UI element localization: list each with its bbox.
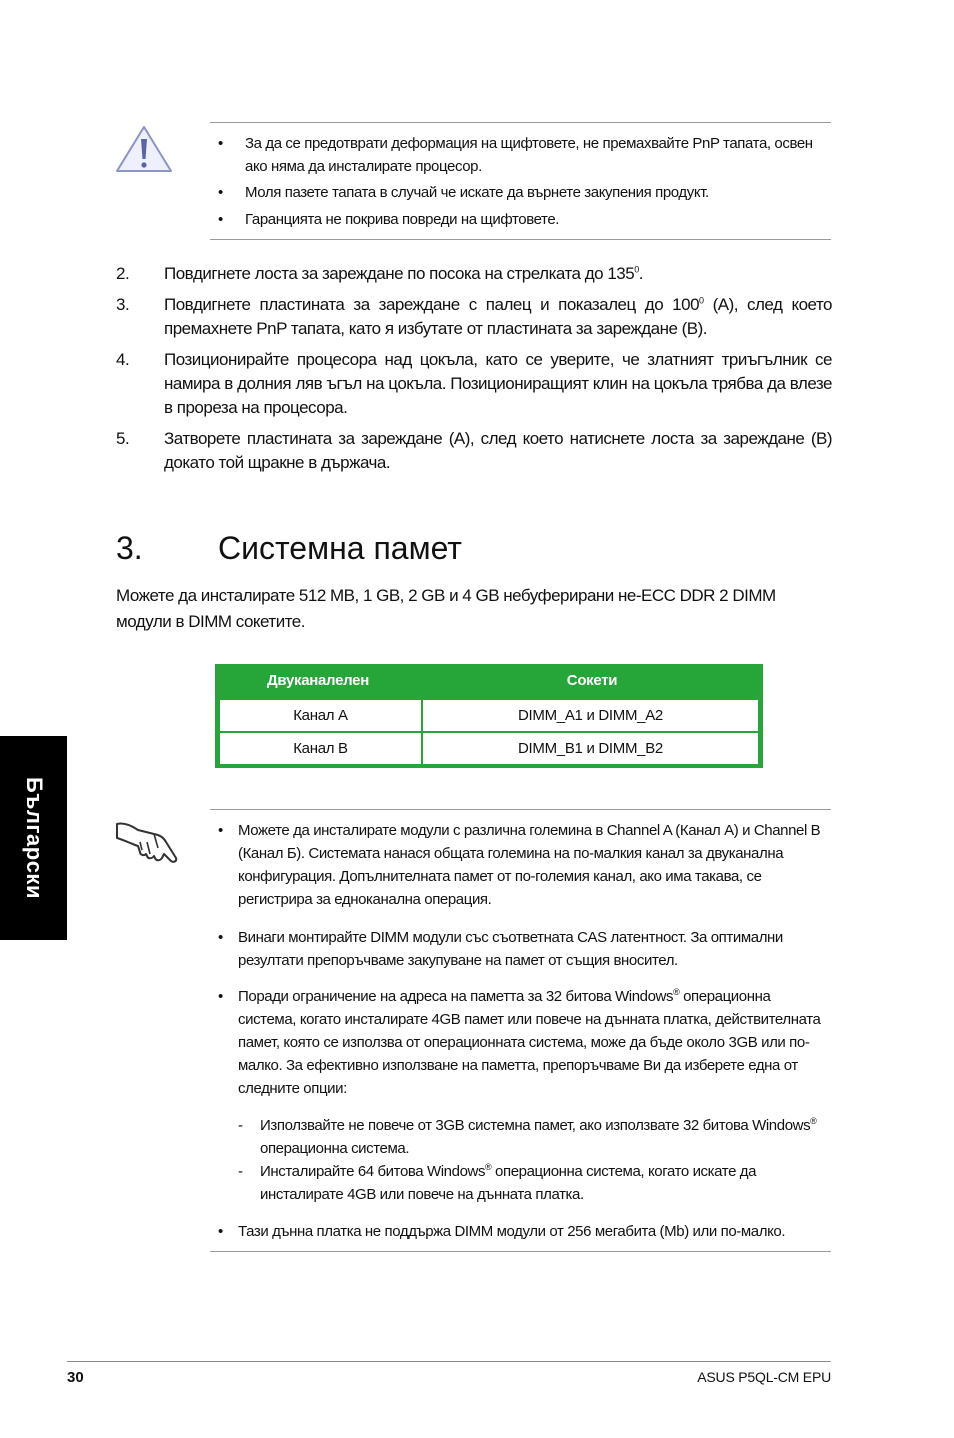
table-header: Двуканалелен — [267, 672, 369, 689]
table-header: Сокети — [566, 672, 618, 689]
warning-triangle-icon — [114, 124, 174, 174]
language-tab-label: Български — [21, 777, 47, 899]
table-cell: Канал B — [220, 733, 421, 764]
caution-text: Гаранцията не покрива повреди на щифтовете. — [245, 211, 560, 228]
footer-divider — [67, 1361, 831, 1362]
table-cell: DIMM_A1 и DIMM_A2 — [423, 700, 758, 731]
product-name: ASUS P5QL-CM EPU — [697, 1369, 831, 1385]
caution-box: • За да се предотврати деформация на щифтовете, не премахвайте PnP тапата, освен ако няма да инсталирате процесор. • Моля пазете тапата в случай че искате да върнете закупения продукт. • Гаранцията не покрива повреди на щифтовете. — [210, 122, 831, 240]
step-number: 4. — [116, 350, 130, 369]
note-subtext: Инсталирайте 64 битова Windows® операционна система, когато искате да инсталирате 4GB или повече на дънната платка. — [260, 1162, 757, 1203]
section-title: Системна памет — [218, 530, 462, 566]
section-number: 3. — [116, 530, 143, 566]
table-cell: DIMM_B1 и DIMM_B2 — [423, 733, 758, 764]
step-number: 3. — [116, 295, 130, 314]
page-number: 30 — [67, 1369, 84, 1386]
intro-paragraph: Можете да инсталирате 512 MB, 1 GB, 2 GB и 4 GB небуферирани не-ECC DDR 2 DIMM модули в DIMM сокетите. — [116, 586, 776, 631]
step-number: 5. — [116, 429, 130, 448]
step-text: Повдигнете пластината за зареждане с палец и показалец до $100^0$ (A), след което премахнете PnP тапата, като я избутате от пластината за зареждане (B). — [164, 295, 832, 338]
table-cell: Канал A — [220, 700, 421, 731]
language-tab — [0, 736, 67, 940]
note-text: Поради ограничение на адреса на паметта за 32 битова Windows® операционна система, когато инсталирате 4GB памет или повече на дънната платка, действителната памет, която се използва от операционната система, може да бъде около 3GB или по-малко. За ефективно използване на паметта, препоръчваме Ви да изберете една от следните опции: — [238, 987, 821, 1097]
step-text: Позиционирайте процесора над цокъла, като се уверите, че златният триъгълник се намира в долния ляв ъгъл на цокъла. Позициониращият клин на цокъла трябва да влезе в прореза на процесора. — [164, 350, 832, 417]
note-text: Можете да инсталирате модули с различна големина в Channel A (Канал А) и Channel B (Канал Б). Системата нанася общата големина на по-малкия канал за двуканална конфигурация. Допълнителната памет от по-големия канал, ако има такава, се регистрира за едноканална операция. — [238, 822, 821, 908]
note-box: • Можете да инсталирате модули с различна големина в Channel A (Канал А) и Channel B (Канал Б). Системата нанася общата големина на по-малкия канал за двуканална конфигурация. Допълнителната памет от по-големия канал, ако има такава, се регистрира за едноканална операция. • Винаги монтирайте DIMM модули със съответната CAS латентност. За оптимални резултати препоръчваме закупуване на памет от същия вносител. • Поради ограничение на адреса на паметта за 32 битова Windows® операционна система, когато инсталирате 4GB памет или повече на дънната платка, действителната памет, която се използва от операционната система, може да бъде около 3GB или по-малко. За ефективно използване на паметта, препоръчваме Ви да изберете една от следните опции: - Използвайте не повече от 3GB системна памет, ако използвате 32 битова Windows® операционна система. - Инсталирайте 64 битова Windows® операционна система, когато искате да инсталирате 4GB или повече на дънната платка. • Тази дънна платка не поддържа DIMM модули от 256 мегабита (Mb) или по-малко. — [210, 809, 831, 1252]
note-subtext: Използвайте не повече от 3GB системна памет, ако използвате 32 битова Windows® операционна система. — [260, 1116, 817, 1157]
caution-text: За да се предотврати деформация на щифтовете, не премахвайте PnP тапата, освен ако няма да инсталирате процесор. — [245, 135, 813, 175]
channel-table — [215, 664, 763, 768]
pointing-hand-icon — [114, 818, 180, 866]
step-number: 2. — [116, 264, 130, 283]
caution-text: Моля пазете тапата в случай че искате да върнете закупения продукт. — [245, 184, 709, 201]
note-text: Винаги монтирайте DIMM модули със съответната CAS латентност. За оптимални резултати препоръчваме закупуване на памет от същия вносител. — [238, 929, 783, 969]
step-text: Повдигнете лоста за зареждане по посока на стрелката до $135^0$. — [164, 264, 643, 283]
note-text: Тази дънна платка не поддържа DIMM модули от 256 мегабита (Mb) или по-малко. — [238, 1223, 786, 1240]
step-text: Затворете пластината за зареждане (A), след което натиснете лоста за зареждане (B) докато той щракне в държача. — [164, 429, 832, 472]
